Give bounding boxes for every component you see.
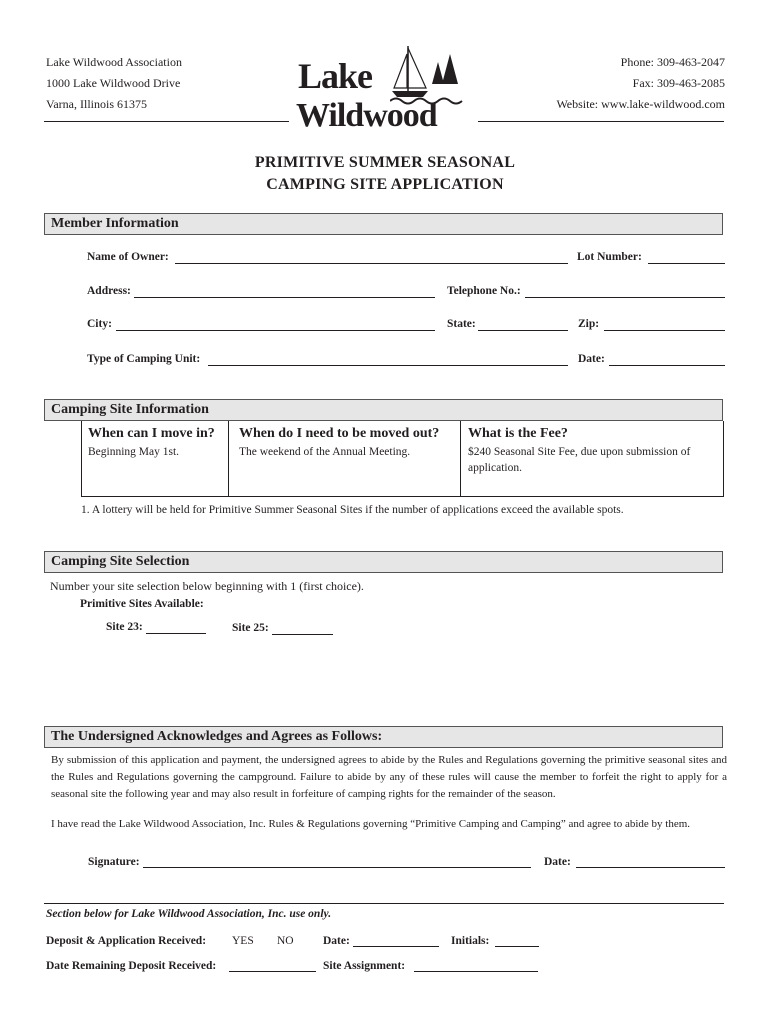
address-label: Address: <box>87 285 131 297</box>
initials-field[interactable] <box>495 946 539 947</box>
fee-heading: What is the Fee? <box>468 426 568 441</box>
deposit-yes-option[interactable]: YES <box>232 935 254 947</box>
site-25-field[interactable] <box>272 634 333 635</box>
signature-date-field[interactable] <box>576 867 725 868</box>
rules-acknowledgement: I have read the Lake Wildwood Association, Inc. Rules & Regulations governing “Primitive Camping and Camping” and agree to abide by them. <box>51 818 691 830</box>
logo-text-wildwood: Wildwood <box>296 97 437 134</box>
move-out-text: The weekend of the Annual Meeting. <box>239 446 411 458</box>
campsite-info-table <box>81 421 724 497</box>
header-rule-right <box>478 121 724 122</box>
move-in-heading: When can I move in? <box>88 426 215 441</box>
deposit-no-option[interactable]: NO <box>277 935 294 947</box>
office-use-note: Section below for Lake Wildwood Association, Inc. use only. <box>46 908 332 920</box>
table-border-left <box>81 421 82 496</box>
name-of-owner-field[interactable] <box>175 263 568 264</box>
name-of-owner-label: Name of Owner: <box>87 251 169 263</box>
agreement-heading: The Undersigned Acknowledges and Agrees as Follows: <box>44 726 723 748</box>
lottery-note: 1. A lottery will be held for Primitive Summer Seasonal Sites if the number of applications exceed the available spots. <box>81 504 624 516</box>
agreement-paragraph: By submission of this application and payment, the undersigned agrees to abide by the Rules and Regulations governing the primitive seasonal sites and the Rules and Regulations governing the campground. Failure to abide by any of these rules will cause the member to forfeit the right to apply for a seasonal site the following year and may also result in forfeiture of camping rights for the remainder of the season. <box>51 754 727 800</box>
initials-label: Initials: <box>451 935 490 947</box>
zip-label: Zip: <box>578 318 600 330</box>
telephone-field[interactable] <box>525 297 725 298</box>
member-info-heading: Member Information <box>44 213 723 235</box>
city-field[interactable] <box>116 330 435 331</box>
table-divider-1 <box>228 421 229 496</box>
signature-date-label: Date: <box>544 856 571 868</box>
zip-field[interactable] <box>604 330 725 331</box>
header-rule-left <box>44 121 289 122</box>
site-selection-heading: Camping Site Selection <box>44 551 723 573</box>
sailboat-tree-icon <box>390 44 470 106</box>
camping-unit-field[interactable] <box>208 365 568 366</box>
org-name: Lake Wildwood Association <box>46 55 182 69</box>
move-in-text: Beginning May 1st. <box>88 446 180 458</box>
lake-wildwood-logo <box>290 44 475 136</box>
deposit-received-label: Deposit & Application Received: <box>46 935 207 947</box>
org-address-line1: 1000 Lake Wildwood Drive <box>46 76 181 90</box>
site-23-field[interactable] <box>146 633 206 634</box>
primitive-sites-label: Primitive Sites Available: <box>80 598 204 610</box>
date-label: Date: <box>578 353 605 365</box>
site-23-label: Site 23: <box>106 621 143 633</box>
date-field[interactable] <box>609 365 725 366</box>
remaining-deposit-field[interactable] <box>229 971 316 972</box>
site-selection-instruction: Number your site selection below beginning with 1 (first choice). <box>50 579 364 593</box>
logo-text-lake: Lake <box>298 56 373 96</box>
org-phone: Phone: 309-463-2047 <box>620 55 725 69</box>
camping-unit-label: Type of Camping Unit: <box>87 353 201 365</box>
site-assignment-field[interactable] <box>414 971 538 972</box>
org-fax: Fax: 309-463-2085 <box>632 76 725 90</box>
signature-label: Signature: <box>88 856 140 868</box>
office-use-rule <box>44 903 724 904</box>
state-label: State: <box>447 318 476 330</box>
org-address-line2: Varna, Illinois 61375 <box>46 97 147 111</box>
site-assignment-label: Site Assignment: <box>323 960 406 972</box>
state-field[interactable] <box>478 330 568 331</box>
signature-field[interactable] <box>143 867 531 868</box>
move-out-heading: When do I need to be moved out? <box>239 426 440 441</box>
site-25-label: Site 25: <box>232 622 269 634</box>
form-title-line1: PRIMITIVE SUMMER SEASONAL <box>254 154 516 171</box>
remaining-deposit-label: Date Remaining Deposit Received: <box>46 960 217 972</box>
form-title-line2: CAMPING SITE APPLICATION <box>266 176 504 193</box>
campsite-info-heading: Camping Site Information <box>44 399 723 421</box>
city-label: City: <box>87 318 112 330</box>
address-field[interactable] <box>134 297 435 298</box>
telephone-label: Telephone No.: <box>447 285 521 297</box>
office-date-label: Date: <box>323 935 350 947</box>
lot-number-label: Lot Number: <box>577 251 642 263</box>
fee-text: $240 Seasonal Site Fee, due upon submission of application. <box>468 446 691 474</box>
lot-number-field[interactable] <box>648 263 725 264</box>
table-border-right <box>723 421 724 496</box>
office-date-field[interactable] <box>353 946 439 947</box>
org-website[interactable]: Website: www.lake-wildwood.com <box>556 97 725 111</box>
table-divider-2 <box>460 421 461 496</box>
